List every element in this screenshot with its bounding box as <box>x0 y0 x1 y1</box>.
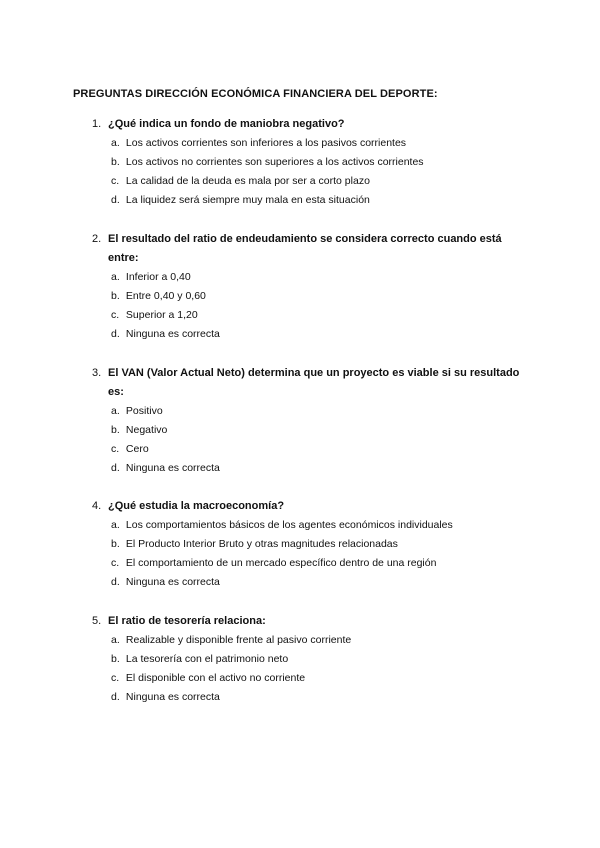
option-text: Los comportamientos básicos de los agentes económicos individuales <box>125 519 453 531</box>
question-4 <box>92 497 532 592</box>
option-item <box>92 172 532 191</box>
option-list <box>92 268 532 344</box>
question-heading <box>92 115 532 134</box>
option-text: La tesorería con el patrimonio neto <box>125 653 289 665</box>
option-text: La liquidez será siempre muy mala en esta situación <box>125 194 370 206</box>
option-text: Ninguna es correcta <box>125 576 220 588</box>
option-item <box>92 268 532 287</box>
option-letter: d. <box>111 691 120 703</box>
option-item <box>92 325 532 344</box>
option-text: El disponible con el activo no corriente <box>125 672 306 684</box>
option-letter: d. <box>111 576 120 588</box>
option-list <box>92 516 532 592</box>
option-item <box>92 650 532 669</box>
question-number: 4. <box>92 500 102 512</box>
option-item <box>92 421 532 440</box>
option-text: Cero <box>125 443 149 455</box>
question-heading <box>92 497 532 516</box>
option-text: Los activos corrientes son inferiores a los pasivos corrientes <box>125 137 407 149</box>
option-text: El Producto Interior Bruto y otras magnitudes relacionadas <box>125 538 398 550</box>
option-letter: b. <box>111 424 120 436</box>
question-heading <box>92 230 532 268</box>
option-letter: a. <box>111 634 120 646</box>
option-letter: c. <box>111 443 120 455</box>
option-item <box>92 516 532 535</box>
option-letter: b. <box>111 290 120 302</box>
option-text: Los activos no corrientes son superiores a los activos corrientes <box>125 156 424 168</box>
option-letter: c. <box>111 672 120 684</box>
option-letter: a. <box>111 519 120 531</box>
question-3 <box>92 364 532 478</box>
option-text: Positivo <box>125 405 163 417</box>
option-letter: d. <box>111 462 120 474</box>
option-item <box>92 287 532 306</box>
question-number: 1. <box>92 118 102 130</box>
question-2 <box>92 230 532 344</box>
option-letter: b. <box>111 538 120 550</box>
option-letter: c. <box>111 309 120 321</box>
option-letter: d. <box>111 328 120 340</box>
question-text: El resultado del ratio de endeudamiento se considera correcto cuando está entre: <box>108 233 502 264</box>
option-item <box>92 402 532 421</box>
option-item <box>92 688 532 707</box>
option-text: Ninguna es correcta <box>125 328 220 340</box>
option-text: Superior a 1,20 <box>125 309 198 321</box>
question-5 <box>92 612 532 707</box>
option-item <box>92 573 532 592</box>
option-text: Ninguna es correcta <box>125 691 220 703</box>
option-list <box>92 631 532 707</box>
option-text: La calidad de la deuda es mala por ser a corto plazo <box>125 175 370 187</box>
option-letter: d. <box>111 194 120 206</box>
option-item <box>92 631 532 650</box>
question-number: 3. <box>92 367 102 379</box>
option-item <box>92 554 532 573</box>
question-text: ¿Qué estudia la macroeconomía? <box>108 500 285 512</box>
option-letter: b. <box>111 653 120 665</box>
option-item <box>92 459 532 478</box>
question-heading <box>92 364 532 402</box>
option-letter: a. <box>111 137 120 149</box>
option-text: Ninguna es correcta <box>125 462 220 474</box>
question-number: 2. <box>92 233 102 245</box>
question-number: 5. <box>92 615 102 627</box>
question-text: ¿Qué indica un fondo de maniobra negativo? <box>108 118 345 130</box>
option-item <box>92 191 532 210</box>
document-title: PREGUNTAS DIRECCIÓN ECONÓMICA FINANCIERA DEL DEPORTE: <box>73 88 438 100</box>
option-letter: b. <box>111 156 120 168</box>
option-letter: c. <box>111 557 120 569</box>
option-list <box>92 134 532 210</box>
option-text: Realizable y disponible frente al pasivo corriente <box>125 634 352 646</box>
option-text: Inferior a 0,40 <box>125 271 191 283</box>
option-item <box>92 134 532 153</box>
question-text: El VAN (Valor Actual Neto) determina que un proyecto es viable si su resultado es: <box>108 367 520 398</box>
question-text: El ratio de tesorería relaciona: <box>108 615 266 627</box>
option-item <box>92 535 532 554</box>
option-item <box>92 440 532 459</box>
option-item <box>92 153 532 172</box>
option-item <box>92 669 532 688</box>
option-letter: c. <box>111 175 120 187</box>
option-text: El comportamiento de un mercado específico dentro de una región <box>125 557 437 569</box>
option-letter: a. <box>111 271 120 283</box>
option-list <box>92 402 532 478</box>
option-text: Negativo <box>125 424 168 436</box>
option-item <box>92 306 532 325</box>
option-letter: a. <box>111 405 120 417</box>
question-1 <box>92 115 532 210</box>
option-text: Entre 0,40 y 0,60 <box>125 290 206 302</box>
question-heading <box>92 612 532 631</box>
